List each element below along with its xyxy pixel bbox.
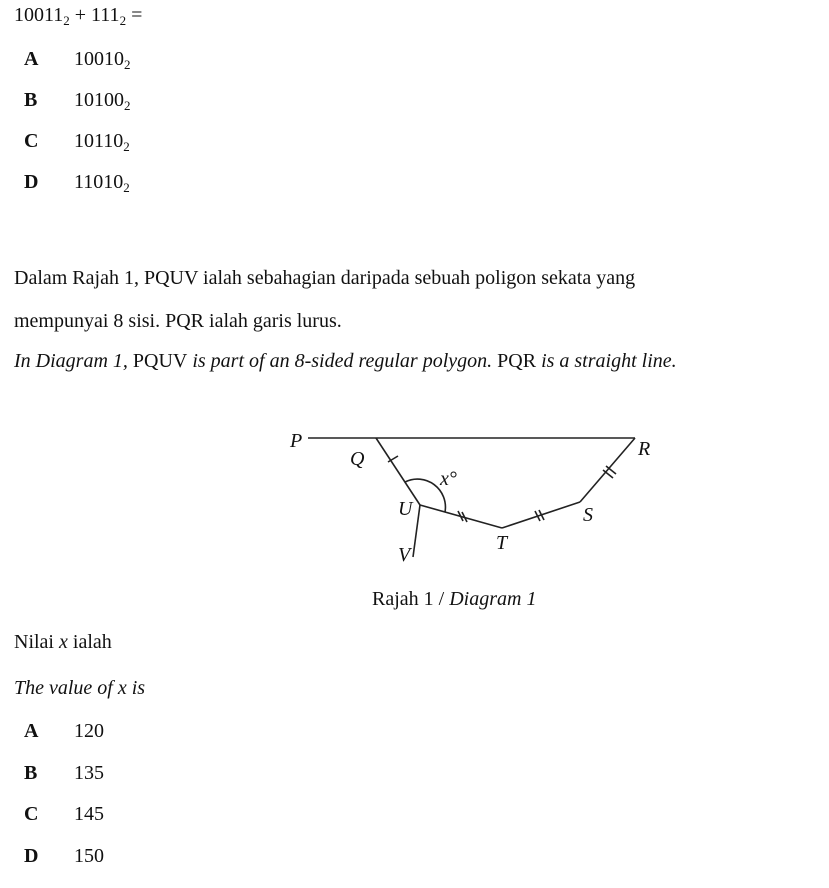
q2-option-c[interactable] (24, 803, 104, 826)
option-letter: A (24, 720, 39, 742)
option-base: 2 (123, 180, 130, 195)
option-letter: A (24, 48, 39, 70)
diagram-caption (372, 588, 536, 611)
caption-malay: Rajah 1 / (372, 588, 450, 610)
option-value: 10100 (74, 89, 124, 111)
label-v: V (398, 544, 411, 566)
label-p: P (290, 430, 303, 452)
option-base: 2 (123, 139, 130, 154)
label-u: U (398, 498, 413, 520)
q2-option-d[interactable] (24, 845, 104, 868)
option-letter: D (24, 171, 39, 193)
english-pquv: PQUV (132, 350, 188, 372)
q2-malay-line1: Dalam Rajah 1, PQUV ialah sebahagian daripada sebuah poligon sekata yang (14, 267, 636, 289)
english-mid: is part of an 8-sided regular polygon. (187, 350, 498, 372)
label-t: T (496, 532, 508, 554)
option-letter: D (24, 845, 39, 867)
question1-expression (14, 4, 142, 27)
caption-english: Diagram 1 (449, 588, 537, 610)
option-base: 2 (124, 98, 131, 113)
option-value: 11010 (74, 171, 124, 193)
q2-option-b[interactable] (24, 762, 104, 785)
label-angle-x: x° (440, 468, 457, 490)
label-q: Q (350, 448, 365, 470)
option-value: 135 (74, 762, 104, 784)
option-value: 10110 (74, 130, 124, 152)
option-letter: B (24, 762, 38, 784)
q2-prompt-english: The value of x is (14, 677, 146, 699)
expr-a-base: 2 (63, 13, 70, 28)
english-pqr: PQR (497, 350, 537, 372)
line-uv (413, 505, 420, 557)
q1-option-b[interactable] (24, 89, 131, 112)
option-value: 120 (74, 720, 104, 742)
polygon-diagram (280, 425, 680, 575)
english-post: is a straight line. (536, 350, 677, 372)
expr-plus: + 111 (74, 4, 120, 26)
q2-english-statement (14, 350, 677, 373)
q1-option-d[interactable] (24, 171, 130, 194)
option-value: 10010 (74, 48, 124, 70)
expr-a: 10011 (14, 4, 64, 26)
option-value: 150 (74, 845, 104, 867)
q2-option-a[interactable] (24, 720, 104, 743)
expr-b-base: 2 (119, 13, 127, 28)
line-qu (376, 438, 420, 505)
option-letter: B (24, 89, 38, 111)
q2-malay-line2: mempunyai 8 sisi. PQR ialah garis lurus. (14, 310, 342, 332)
english-pre: In Diagram 1, (14, 350, 133, 372)
q1-option-a[interactable] (24, 48, 131, 71)
label-s: S (583, 504, 593, 526)
option-base: 2 (124, 57, 131, 72)
line-sr (580, 438, 635, 502)
prompt-var: x (59, 631, 68, 653)
expr-equals: = (131, 4, 143, 26)
option-letter: C (24, 803, 39, 825)
option-letter: C (24, 130, 39, 152)
prompt-malay-post: ialah (67, 631, 112, 653)
prompt-malay-pre: Nilai (14, 631, 59, 653)
q1-option-c[interactable] (24, 130, 130, 153)
q2-prompt-malay (14, 631, 112, 654)
option-value: 145 (74, 803, 104, 825)
label-r: R (638, 438, 651, 460)
